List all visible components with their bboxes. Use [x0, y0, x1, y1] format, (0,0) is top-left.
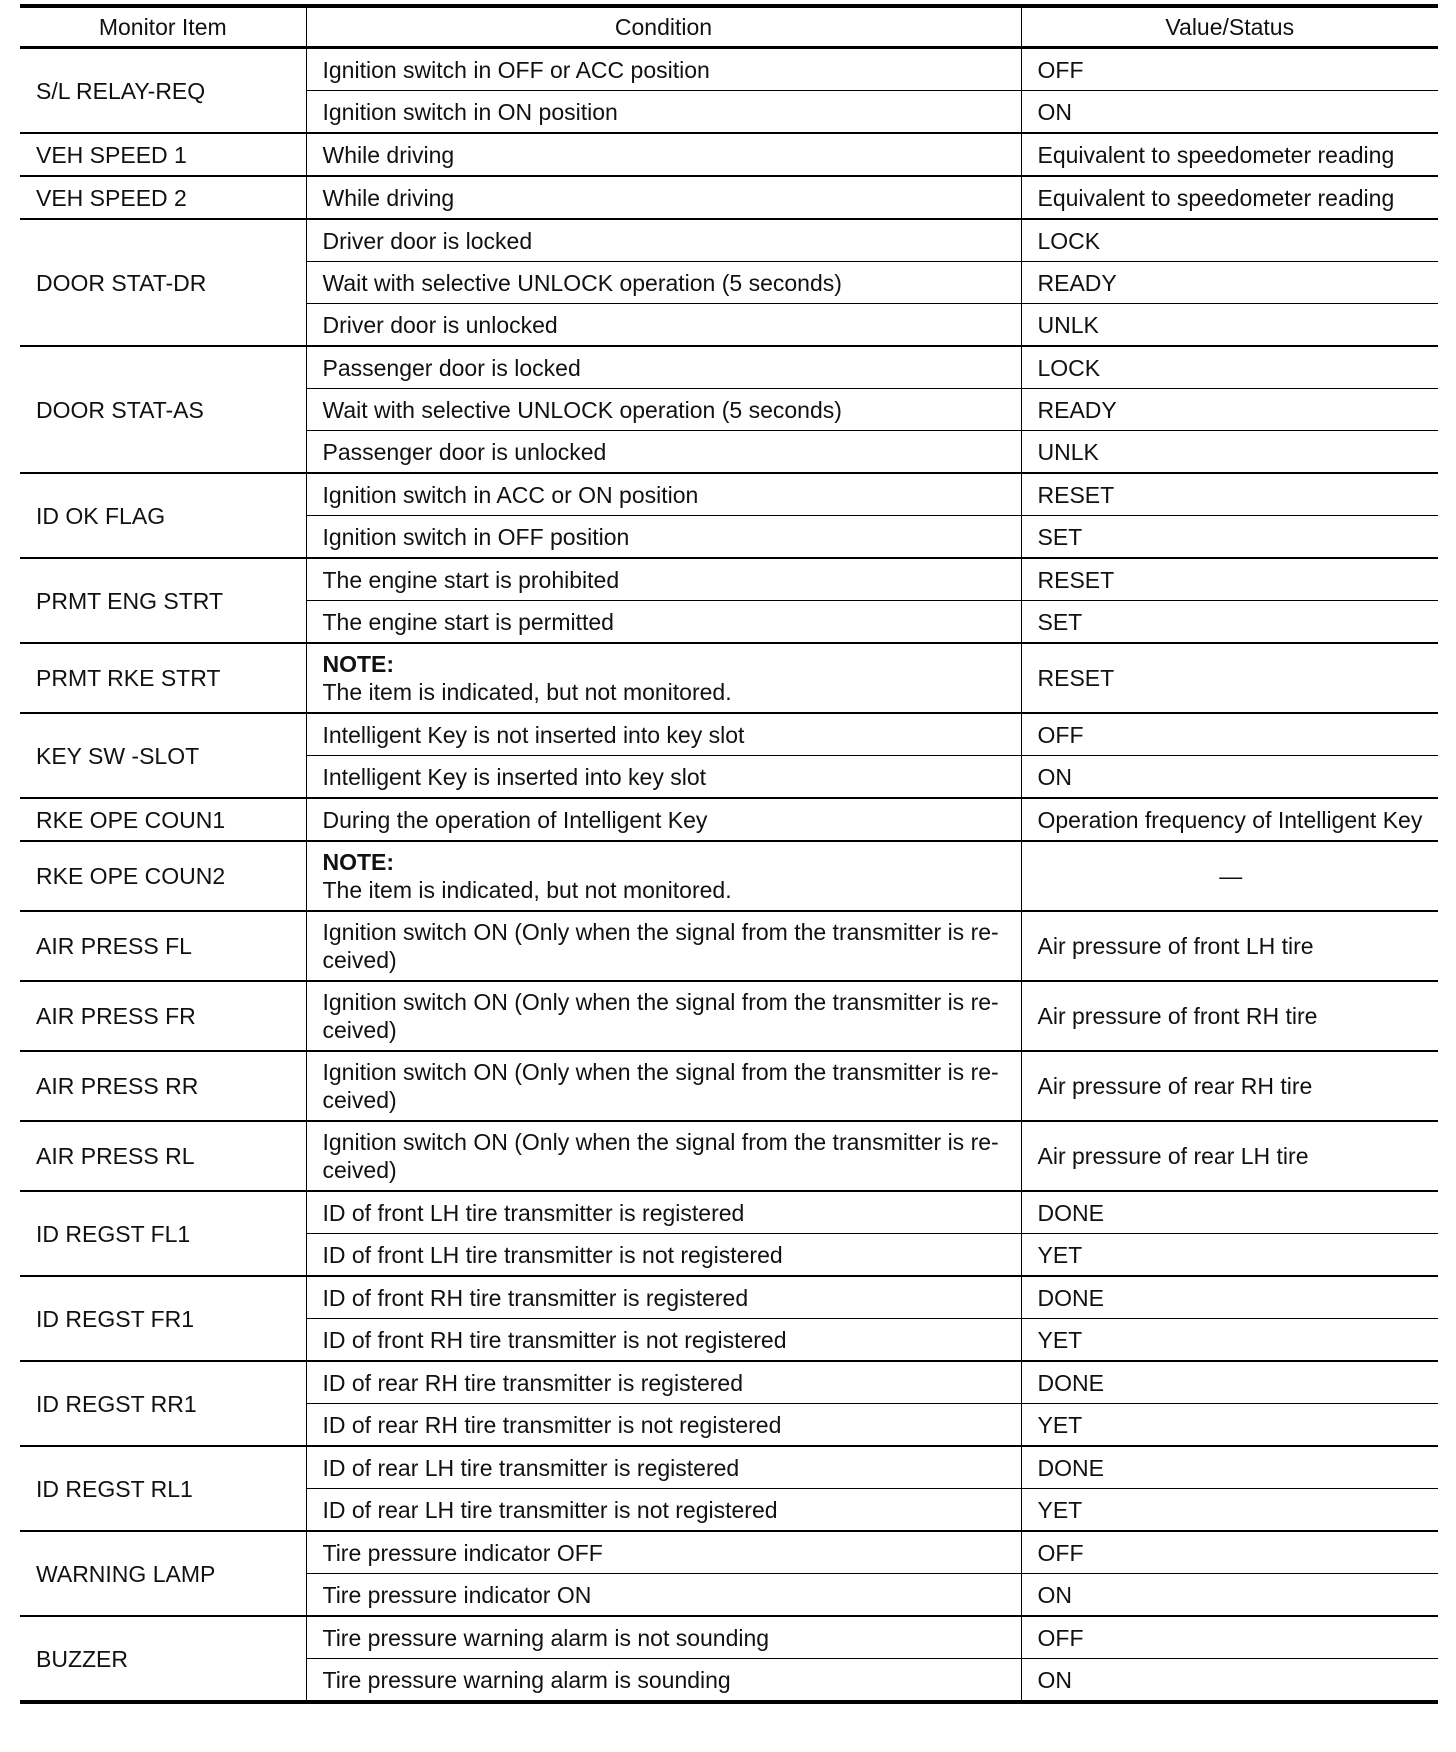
value-status-cell: UNLK — [1021, 304, 1438, 347]
condition-cell: Driver door is locked — [306, 219, 1021, 262]
condition-cell: Intelligent Key is inserted into key slot — [306, 756, 1021, 799]
condition-cell: The engine start is prohibited — [306, 558, 1021, 601]
table-row — [20, 346, 1438, 389]
value-status-cell: RESET — [1021, 643, 1438, 713]
condition-cell: ID of front RH tire transmitter is not registered — [306, 1319, 1021, 1362]
table-row — [20, 1446, 1438, 1489]
condition-cell: Wait with selective UNLOCK operation (5 seconds) — [306, 262, 1021, 304]
value-status-cell: SET — [1021, 516, 1438, 559]
table-row — [20, 798, 1438, 841]
monitor-item-cell: AIR PRESS FL — [20, 911, 306, 981]
monitor-item-cell: VEH SPEED 2 — [20, 176, 306, 219]
condition-cell: ID of rear LH tire transmitter is registered — [306, 1446, 1021, 1489]
table-row — [20, 911, 1438, 981]
table-row — [20, 1051, 1438, 1121]
monitor-item-cell: AIR PRESS RR — [20, 1051, 306, 1121]
value-status-cell: RESET — [1021, 473, 1438, 516]
monitor-item-cell: RKE OPE COUN2 — [20, 841, 306, 911]
value-status-cell: ON — [1021, 1574, 1438, 1617]
value-status-cell: LOCK — [1021, 219, 1438, 262]
monitor-item-cell: BUZZER — [20, 1616, 306, 1702]
monitor-item-cell: AIR PRESS FR — [20, 981, 306, 1051]
value-status-cell: OFF — [1021, 1531, 1438, 1574]
value-status-cell: DONE — [1021, 1191, 1438, 1234]
table-row — [20, 133, 1438, 176]
header-monitor-item: Monitor Item — [20, 6, 306, 48]
value-status-cell: DONE — [1021, 1361, 1438, 1404]
value-status-cell: READY — [1021, 262, 1438, 304]
condition-cell: ID of front LH tire transmitter is not registered — [306, 1234, 1021, 1277]
note-text: The item is indicated, but not monitored. — [322, 679, 732, 705]
note-label: NOTE: — [322, 651, 395, 677]
header-value-status: Value/Status — [1021, 6, 1438, 48]
condition-cell: Ignition switch ON (Only when the signal from the transmitter is re-ceived) — [306, 981, 1021, 1051]
monitor-item-cell: PRMT RKE STRT — [20, 643, 306, 713]
table-row — [20, 473, 1438, 516]
table-row — [20, 713, 1438, 756]
monitor-item-cell: PRMT ENG STRT — [20, 558, 306, 643]
value-status-cell: Equivalent to speedometer reading — [1021, 176, 1438, 219]
value-status-cell: OFF — [1021, 1616, 1438, 1659]
condition-cell — [306, 841, 1021, 911]
table-row — [20, 558, 1438, 601]
value-status-cell: YET — [1021, 1319, 1438, 1362]
table-row — [20, 176, 1438, 219]
value-status-cell: YET — [1021, 1234, 1438, 1277]
table-row — [20, 981, 1438, 1051]
condition-cell: Ignition switch in ACC or ON position — [306, 473, 1021, 516]
table-row — [20, 1121, 1438, 1191]
table-row — [20, 1276, 1438, 1319]
value-status-cell: UNLK — [1021, 431, 1438, 474]
condition-cell: Tire pressure warning alarm is not sounding — [306, 1616, 1021, 1659]
table-row — [20, 219, 1438, 262]
table-row — [20, 643, 1438, 713]
condition-cell: ID of front RH tire transmitter is registered — [306, 1276, 1021, 1319]
table-row — [20, 1191, 1438, 1234]
value-status-cell: LOCK — [1021, 346, 1438, 389]
monitor-item-cell: WARNING LAMP — [20, 1531, 306, 1616]
value-status-cell: Equivalent to speedometer reading — [1021, 133, 1438, 176]
monitor-item-cell: ID REGST FR1 — [20, 1276, 306, 1361]
monitor-item-cell: KEY SW -SLOT — [20, 713, 306, 798]
condition-cell: ID of rear RH tire transmitter is registered — [306, 1361, 1021, 1404]
monitor-item-cell: ID REGST RR1 — [20, 1361, 306, 1446]
value-status-cell: YET — [1021, 1404, 1438, 1447]
value-status-cell: Air pressure of front LH tire — [1021, 911, 1438, 981]
value-status-cell: ON — [1021, 1659, 1438, 1703]
value-status-cell: Air pressure of front RH tire — [1021, 981, 1438, 1051]
condition-cell: Tire pressure indicator ON — [306, 1574, 1021, 1617]
table-row — [20, 1616, 1438, 1659]
value-status-cell: DONE — [1021, 1446, 1438, 1489]
value-status-cell: SET — [1021, 601, 1438, 644]
table-row — [20, 48, 1438, 91]
condition-cell: Ignition switch ON (Only when the signal from the transmitter is re-ceived) — [306, 1121, 1021, 1191]
monitor-item-cell: S/L RELAY-REQ — [20, 48, 306, 134]
condition-cell: The engine start is permitted — [306, 601, 1021, 644]
value-status-cell: OFF — [1021, 48, 1438, 91]
condition-cell: ID of rear RH tire transmitter is not registered — [306, 1404, 1021, 1447]
monitor-item-cell: ID REGST RL1 — [20, 1446, 306, 1531]
monitor-item-cell: DOOR STAT-AS — [20, 346, 306, 473]
condition-cell: Ignition switch in ON position — [306, 91, 1021, 134]
condition-cell: ID of front LH tire transmitter is registered — [306, 1191, 1021, 1234]
condition-cell: Ignition switch in OFF or ACC position — [306, 48, 1021, 91]
value-status-cell: ON — [1021, 91, 1438, 134]
table-body — [20, 48, 1438, 1703]
condition-cell: Tire pressure indicator OFF — [306, 1531, 1021, 1574]
monitor-item-cell: DOOR STAT-DR — [20, 219, 306, 346]
note-label: NOTE: — [322, 849, 395, 875]
monitor-item-cell: VEH SPEED 1 — [20, 133, 306, 176]
value-status-cell: ON — [1021, 756, 1438, 799]
condition-cell: While driving — [306, 176, 1021, 219]
condition-cell: While driving — [306, 133, 1021, 176]
value-status-cell: DONE — [1021, 1276, 1438, 1319]
condition-cell — [306, 643, 1021, 713]
condition-cell: Ignition switch ON (Only when the signal from the transmitter is re-ceived) — [306, 911, 1021, 981]
table-row — [20, 1531, 1438, 1574]
value-status-cell: YET — [1021, 1489, 1438, 1532]
table-row — [20, 1361, 1438, 1404]
condition-cell: Wait with selective UNLOCK operation (5 seconds) — [306, 389, 1021, 431]
monitor-item-cell: ID REGST FL1 — [20, 1191, 306, 1276]
value-status-cell: RESET — [1021, 558, 1438, 601]
condition-cell: ID of rear LH tire transmitter is not registered — [306, 1489, 1021, 1532]
header-row — [20, 6, 1438, 48]
value-status-cell: Air pressure of rear RH tire — [1021, 1051, 1438, 1121]
condition-cell: Driver door is unlocked — [306, 304, 1021, 347]
condition-cell: Ignition switch in OFF position — [306, 516, 1021, 559]
monitor-item-cell: AIR PRESS RL — [20, 1121, 306, 1191]
condition-cell: Ignition switch ON (Only when the signal from the transmitter is re-ceived) — [306, 1051, 1021, 1121]
note-text: The item is indicated, but not monitored. — [322, 877, 732, 903]
value-status-cell: — — [1021, 841, 1438, 911]
header-condition: Condition — [306, 6, 1021, 48]
condition-cell: Tire pressure warning alarm is sounding — [306, 1659, 1021, 1703]
table-row — [20, 841, 1438, 911]
condition-cell: Intelligent Key is not inserted into key slot — [306, 713, 1021, 756]
value-status-cell: READY — [1021, 389, 1438, 431]
monitor-item-cell: RKE OPE COUN1 — [20, 798, 306, 841]
monitor-item-cell: ID OK FLAG — [20, 473, 306, 558]
monitor-item-table — [20, 4, 1438, 1704]
value-status-cell: Air pressure of rear LH tire — [1021, 1121, 1438, 1191]
condition-cell: During the operation of Intelligent Key — [306, 798, 1021, 841]
condition-cell: Passenger door is unlocked — [306, 431, 1021, 474]
value-status-cell: OFF — [1021, 713, 1438, 756]
value-status-cell: Operation frequency of Intelligent Key — [1021, 798, 1438, 841]
condition-cell: Passenger door is locked — [306, 346, 1021, 389]
